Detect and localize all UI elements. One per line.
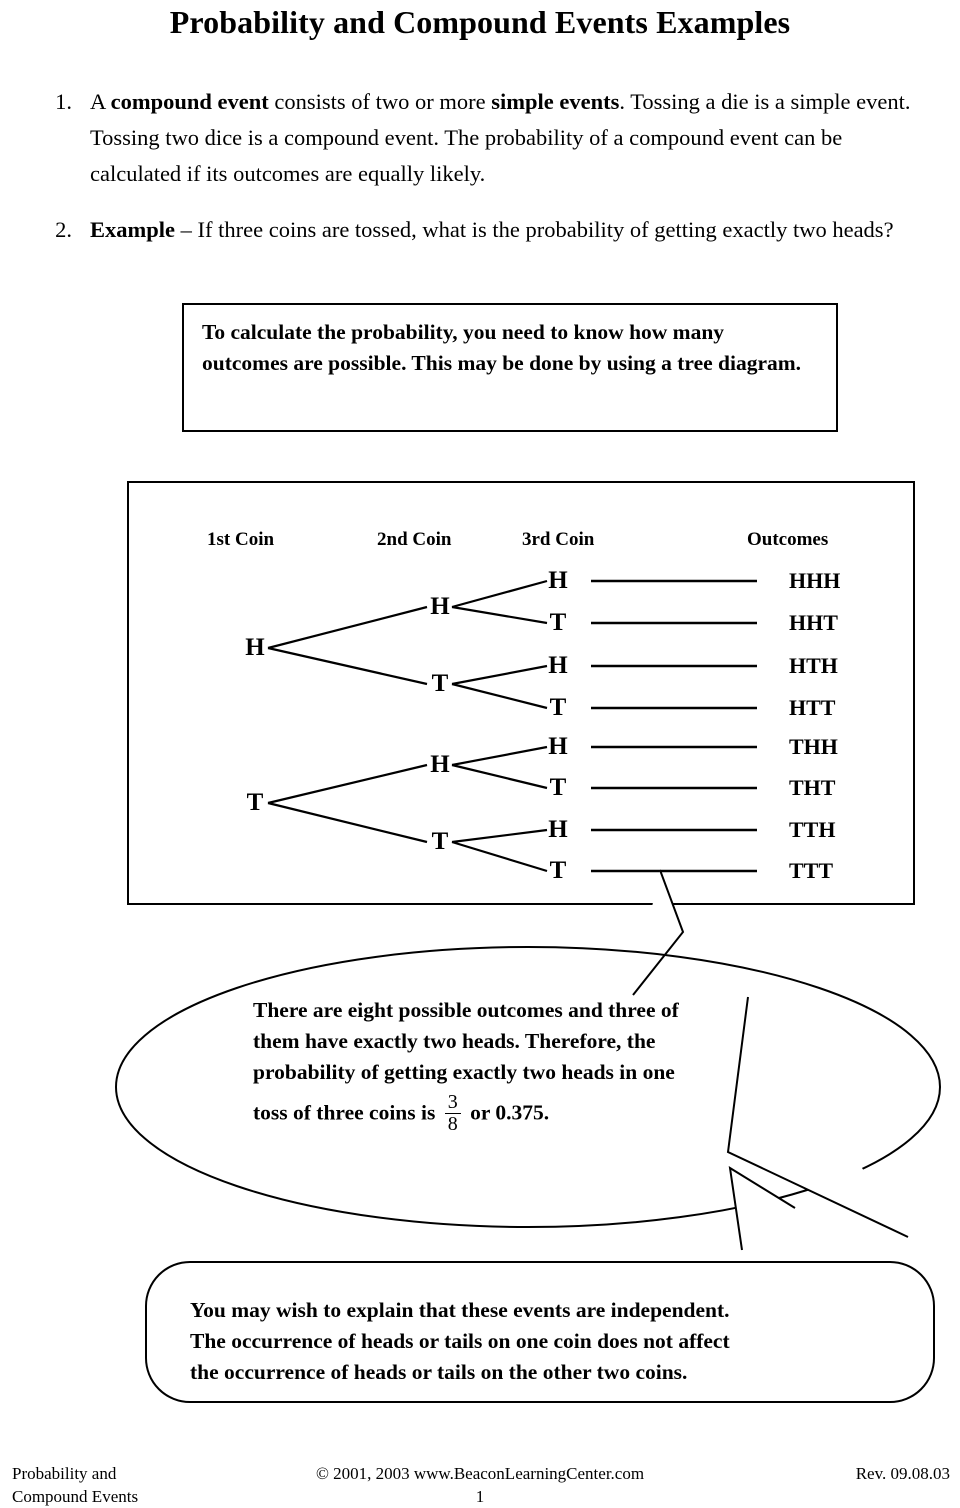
tree-header-1: 1st Coin — [207, 529, 275, 550]
page-title: Probability and Compound Events Examples — [169, 4, 791, 40]
tree-outcome-TTT: TTT — [789, 858, 834, 883]
rounded-callout-tail — [730, 1168, 795, 1250]
tree-branch-lines — [268, 581, 547, 871]
tree-outcome-HHH: HHH — [789, 568, 841, 593]
instruction-callout-box — [182, 303, 838, 432]
rounded-text-line-3: the occurrence of heads or tails on the other two coins. — [190, 1360, 688, 1384]
text-segment: consists of two or more — [268, 89, 492, 114]
probability-sentence-suffix: or 0.375. — [470, 1100, 550, 1125]
tree-node-T: T — [549, 694, 567, 721]
tree-diagram-box — [127, 481, 915, 905]
tree-outcome-HTT: HTT — [789, 695, 836, 720]
ellipse-text-line-3: probability of getting exactly two heads in one — [253, 1060, 675, 1084]
list-item-number: 2. — [55, 217, 72, 242]
list-item — [38, 84, 928, 192]
tree-node-T: T — [549, 774, 567, 801]
rounded-text-line-2: The occurrence of heads or tails on one coin does not affect — [190, 1329, 730, 1353]
branch-line — [268, 803, 427, 842]
branch-line — [268, 607, 427, 648]
page-footer — [0, 1462, 960, 1508]
footer-copyright: © 2001, 2003 www.BeaconLearningCenter.com — [315, 1464, 645, 1483]
tree-column-headers — [207, 529, 828, 550]
tree-node-H: H — [430, 593, 450, 620]
tree-leader-lines — [591, 581, 757, 871]
tree-diagram-svg — [129, 483, 913, 903]
bold-term-compound-event: compound event — [110, 89, 269, 114]
rounded-text-line-1: You may wish to explain that these events are independent. — [190, 1298, 730, 1322]
tree-outcome-TTH: TTH — [789, 817, 836, 842]
rounded-callout-text — [190, 1295, 890, 1388]
tree-node-H: H — [245, 634, 265, 661]
footer-page-number: 1 — [475, 1487, 485, 1506]
rounded-callout — [130, 1150, 950, 1415]
text-segment: . Tossing a die is a simple event. Tossing two dice is a compound event. The probability of a compound event can be calculated if its outcomes are equally likely. — [90, 89, 911, 186]
branch-line — [452, 581, 547, 607]
instruction-callout-text: To calculate the probability, you need to know how many outcomes are possible. This may be done by using a tree diagram. — [202, 320, 802, 375]
bold-term-example: Example — [90, 217, 176, 242]
tree-node-H: H — [430, 751, 450, 778]
footer-left-line-1: Probability and — [12, 1464, 117, 1483]
tree-node-H: H — [548, 567, 568, 594]
ellipse-text-line-2: them have exactly two heads. Therefore, the — [253, 1029, 656, 1053]
probability-sentence-prefix: toss of three coins is — [253, 1100, 436, 1125]
tree-node-T: T — [431, 670, 449, 697]
list-item-text — [90, 212, 928, 248]
branch-line — [452, 684, 547, 708]
tree-node-H: H — [548, 733, 568, 760]
fraction-denominator: 8 — [447, 1113, 458, 1135]
bold-term-simple-events: simple events — [491, 89, 620, 114]
tree-outcome-THH: THH — [789, 734, 838, 759]
ellipse-callout-text — [253, 995, 793, 1135]
footer-revision: Rev. 09.08.03 — [855, 1464, 950, 1483]
tree-header-3: 3rd Coin — [522, 529, 595, 550]
text-segment: A — [90, 89, 111, 114]
fraction-three-eighths — [445, 1093, 461, 1134]
tree-node-T: T — [549, 857, 567, 884]
tree-node-T: T — [431, 828, 449, 855]
tree-outcome-labels — [789, 568, 840, 883]
tree-outcome-HTH: HTH — [789, 653, 838, 678]
tree-outcome-THT: THT — [789, 775, 836, 800]
fraction-numerator: 3 — [447, 1091, 458, 1113]
branch-line — [268, 765, 427, 803]
tree-node-T: T — [246, 789, 264, 816]
ellipse-callout-tail-upper — [633, 870, 683, 995]
branch-line — [268, 648, 427, 684]
footer-left-line-2: Compound Events — [12, 1487, 139, 1506]
tree-node-H: H — [548, 816, 568, 843]
ellipse-text-line-4 — [253, 1091, 793, 1135]
tree-node-H: H — [548, 652, 568, 679]
ellipse-text-line-1: There are eight possible outcomes and three of — [253, 998, 679, 1022]
tree-header-4: Outcomes — [747, 529, 829, 550]
list-item — [38, 212, 928, 248]
text-segment: – If three coins are tossed, what is the probability of getting exactly two heads? — [175, 217, 894, 242]
list-item-number: 1. — [55, 89, 72, 114]
tree-header-2: 2nd Coin — [377, 529, 452, 550]
branch-line — [452, 747, 547, 765]
tree-node-T: T — [549, 609, 567, 636]
branch-line — [452, 765, 547, 788]
branch-line — [452, 830, 547, 842]
list-item-text — [90, 84, 928, 192]
branch-line — [452, 607, 547, 623]
tree-outcome-HHT: HHT — [789, 610, 838, 635]
branch-line — [452, 666, 547, 684]
